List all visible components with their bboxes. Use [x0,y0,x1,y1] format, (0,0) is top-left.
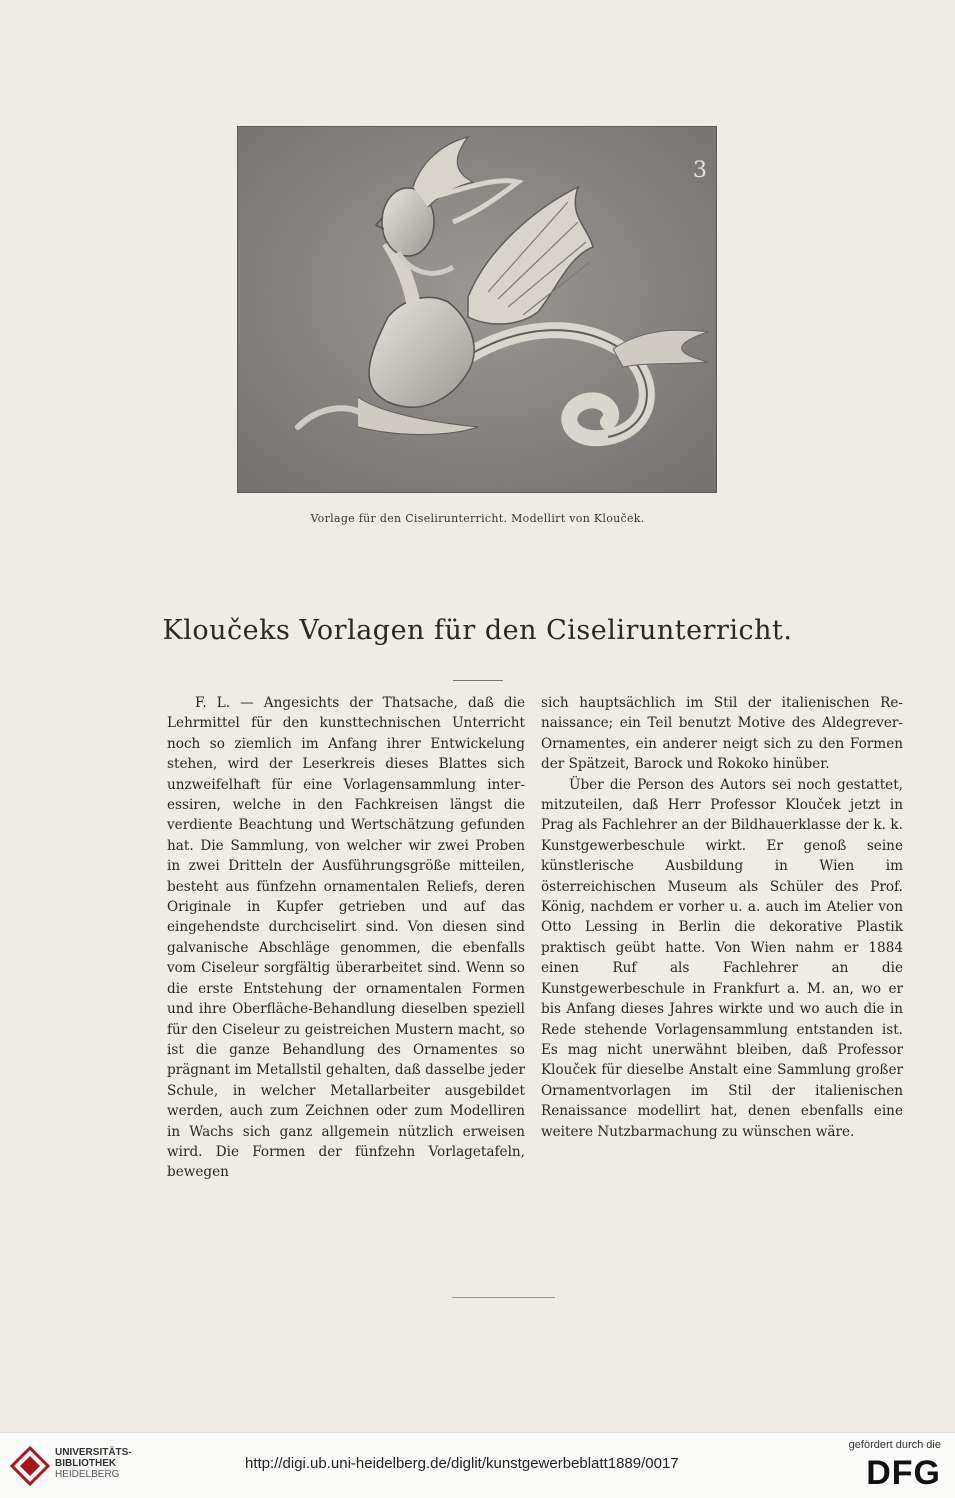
figure-caption: Vorlage für den Ciselirunterricht. Modellirt von Klouček. [310,512,645,525]
paragraph: F. L. — Angesichts der Thatsache, daß die Lehrmittel für den kunsttechnischen Unterricht noch so ziemlich im Anfang ihrer Entwickelung stehen, wird der Leserkreis dieses Blattes sich unzweifelhaft für eine Vorlagensammlung interessiren, welche in den Fachkreisen längst die verdiente Beachtung und Wertschätzung gefunden hat. Die Sammlung, von welcher wir zwei Proben in zwei Dritteln der Ausführungsgröße mitteilen, besteht aus fünfzehn ornamentalen Reliefs, deren Originale in Kupfer getrieben und auf das eingehendste durchciselirt sind. Von diesen sind galvanische Abschläge genommen, die ebenfalls vom Ciseleur sorgfältig überarbeitet sind. Wenn so die erste Entstehung der ornamentalen Formen und ihre Oberfläche-Behandlung dieselben speziell für den Ciseleur zu geistreichen Mustern macht, so ist die ganze Behandlung des Ornamentes so prägnant im Metallstil gehalten, daß dasselbe jeder Schule, in welcher Metallarbeiter ausgebildet werden, auch zum Zeichnen oder zum Modelliren in Wachs sich ganz allgemein nützlich erweisen wird. Die Formen der fünfzehn Vorlagetafeln, bewegen [167,695,525,1181]
article-title: Kloučeks Vorlagen für den Ciselirunterricht. [162,615,793,646]
dfg-logo: DFG [866,1454,941,1492]
text-column-left [167,693,525,1183]
relief-illustration [237,126,717,493]
page-url[interactable]: http://digi.ub.uni-heidelberg.de/diglit/kunstgewerbeblatt1889/0017 [245,1455,679,1472]
library-line-3: HEIDELBERG [55,1469,120,1480]
title-divider [453,680,503,681]
library-line-2: BIBLIOTHEK [55,1458,117,1469]
funded-by-label: gefördert durch die [848,1439,941,1451]
university-library-logo-icon [10,1446,50,1486]
text-column-right [541,693,903,1142]
library-line-1: UNIVERSITÄTS- [55,1447,132,1458]
end-divider [452,1297,555,1298]
viewer-footer [0,1432,955,1498]
plate-mark: 3 [693,158,707,183]
sea-creature-relief-image [238,127,716,492]
paragraph: sich hauptsächlich im Stil der italienischen Renaissance; ein Teil benutzt Motive des Aldegrever-Ornamentes, ein anderer neigt sich zu den Formen der Spätzeit, Barock und Rokoko hinüber. [541,695,903,773]
library-name [55,1447,132,1480]
paragraph: Über die Person des Autors sei noch gestattet, mitzuteilen, daß Herr Professor Klouček jetzt in Prag als Fachlehrer an der Bildhauerklasse der k. k. Kunstgewerbeschule wirkt. Er genoß seine künstlerische Ausbildung in Wien im österreichischen Museum als Schüler des Prof. König, nachdem er vorher u. a. auch im Atelier von Otto Lessing in Berlin die dekorative Plastik praktisch geübt hatte. Von Wien nahm er 1884 einen Ruf als Fachlehrer an die Kunstgewerbeschule in Frankfurt a. M. an, wo er bis Anfang dieses Jahres wirkte und wo auch die in Rede stehende Vorlagensammlung entstanden ist. Es mag nicht unerwähnt bleiben, daß Professor Klouček für dieselbe Anstalt eine Sammlung großer Ornamentvorlagen im Stil der italienischen Renaissance modellirt hat, denen ebenfalls eine weitere Nutzbarmachung zu wünschen wäre. [541,776,903,1140]
